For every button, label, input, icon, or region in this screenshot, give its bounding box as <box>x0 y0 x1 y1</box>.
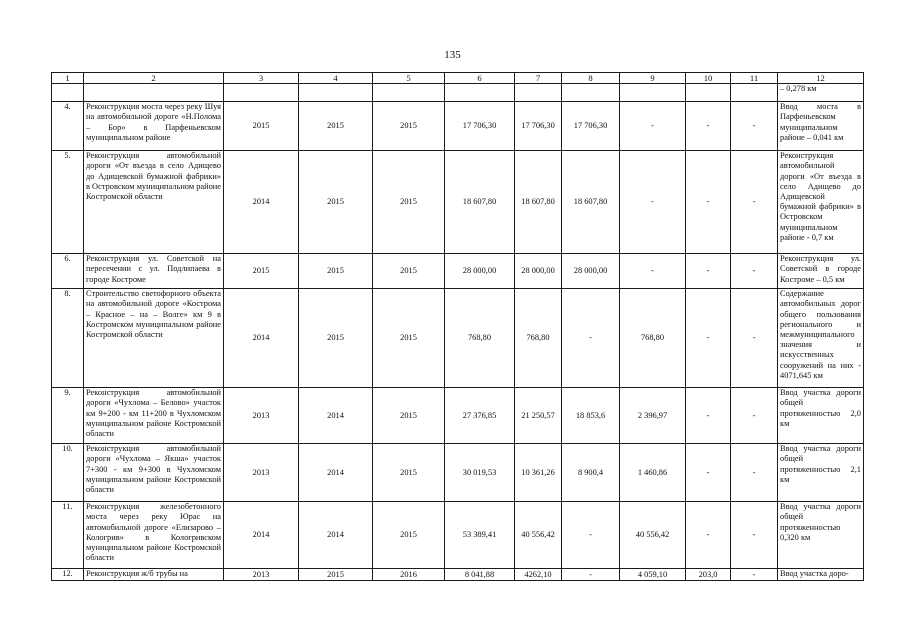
column-header: 1 <box>52 73 84 84</box>
amount-col-11 <box>731 84 778 102</box>
amount-col-7 <box>515 84 562 102</box>
year-col-5: 2016 <box>373 569 445 581</box>
amount-col-9: - <box>620 102 686 151</box>
column-header: 12 <box>778 73 864 84</box>
amount-col-9 <box>620 84 686 102</box>
amount-col-7: 18 607,80 <box>515 151 562 254</box>
year-col-5 <box>373 84 445 102</box>
total-cost: 53 389,41 <box>445 502 515 569</box>
amount-col-7: 10 361,26 <box>515 444 562 502</box>
amount-col-7: 768,80 <box>515 289 562 388</box>
start-year: 2015 <box>224 254 299 289</box>
amount-col-8: 8 900,4 <box>562 444 620 502</box>
amount-col-9: - <box>620 254 686 289</box>
year-col-4: 2014 <box>299 388 373 444</box>
project-description: Реконструкция автомобильной дороги «Чухлома – Белово» участок км 9+200 - км 11+200 в Чухломском муниципальном районе Костромской области <box>84 388 224 444</box>
amount-col-10: - <box>686 502 731 569</box>
project-description: Строительство светофорного объекта на автомобильной дороге «Кострома – Красное – на – Волге» км 9 в Костромском муниципальном районе Костромской области <box>84 289 224 388</box>
year-col-5: 2015 <box>373 444 445 502</box>
table-row <box>52 254 864 289</box>
start-year <box>224 84 299 102</box>
amount-col-10: - <box>686 254 731 289</box>
expected-result: Ввод участка доро- <box>778 569 864 581</box>
amount-col-10 <box>686 84 731 102</box>
expected-result: Ввод моста в Парфеньевском муниципальном районе – 0,041 км <box>778 102 864 151</box>
total-cost: 8 041,88 <box>445 569 515 581</box>
year-col-4: 2015 <box>299 151 373 254</box>
project-description: Реконструкция автомобильной дороги «От въезда в село Адищево до Адищевской бумажной фабрики» в Островском муниципальном районе Костромской области <box>84 151 224 254</box>
year-col-5: 2015 <box>373 254 445 289</box>
start-year: 2013 <box>224 388 299 444</box>
year-col-5: 2015 <box>373 151 445 254</box>
start-year: 2013 <box>224 444 299 502</box>
amount-col-11: - <box>731 254 778 289</box>
amount-col-10: 203,0 <box>686 569 731 581</box>
amount-col-11: - <box>731 569 778 581</box>
expected-result: Ввод участка дороги общей протяженностью 2,0 км <box>778 388 864 444</box>
row-number: 11. <box>52 502 84 569</box>
start-year: 2014 <box>224 502 299 569</box>
year-col-4: 2014 <box>299 444 373 502</box>
year-col-4: 2015 <box>299 102 373 151</box>
row-number: 6. <box>52 254 84 289</box>
row-number: 8. <box>52 289 84 388</box>
amount-col-9: 768,80 <box>620 289 686 388</box>
column-header: 5 <box>373 73 445 84</box>
amount-col-11: - <box>731 388 778 444</box>
amount-col-10: - <box>686 444 731 502</box>
total-cost <box>445 84 515 102</box>
page-number: 135 <box>444 49 461 61</box>
expected-result: Реконструкция автомобильной дороги «От въезда в село Адищево до Адищевской бумажной фабрики» в Островском муниципальном районе - 0,7 км <box>778 151 864 254</box>
year-col-5: 2015 <box>373 289 445 388</box>
amount-col-11: - <box>731 151 778 254</box>
row-number: 4. <box>52 102 84 151</box>
year-col-4 <box>299 84 373 102</box>
amount-col-11: - <box>731 289 778 388</box>
column-header: 2 <box>84 73 224 84</box>
year-col-4: 2015 <box>299 569 373 581</box>
project-description: Реконструкция ж/б трубы на <box>84 569 224 581</box>
amount-col-11: - <box>731 444 778 502</box>
amount-col-7: 21 250,57 <box>515 388 562 444</box>
start-year: 2013 <box>224 569 299 581</box>
column-header: 3 <box>224 73 299 84</box>
column-header: 9 <box>620 73 686 84</box>
project-description: Реконструкция моста через реку Шуя на автомобильной дороге «Н.Полома – Бор» в Парфеньевском муниципальном районе <box>84 102 224 151</box>
expected-result: Содержание автомобильных дорог общего пользования регионального и межмуниципального значения и искусственных сооружений на них - 4071,645 км <box>778 289 864 388</box>
column-header-row <box>52 73 864 84</box>
amount-col-11: - <box>731 502 778 569</box>
amount-col-8: 28 000,00 <box>562 254 620 289</box>
amount-col-10: - <box>686 388 731 444</box>
column-header: 4 <box>299 73 373 84</box>
amount-col-7: 17 706,30 <box>515 102 562 151</box>
amount-col-8 <box>562 84 620 102</box>
year-col-5: 2015 <box>373 388 445 444</box>
amount-col-8: 18 853,6 <box>562 388 620 444</box>
total-cost: 30 019,53 <box>445 444 515 502</box>
amount-col-7: 4262,10 <box>515 569 562 581</box>
expected-result: Ввод участка дороги общей протяженностью 0,320 км <box>778 502 864 569</box>
row-number: 12. <box>52 569 84 581</box>
amount-col-7: 28 000,00 <box>515 254 562 289</box>
year-col-5: 2015 <box>373 102 445 151</box>
start-year: 2015 <box>224 102 299 151</box>
row-number <box>52 84 84 102</box>
year-col-4: 2015 <box>299 289 373 388</box>
expected-result: Ввод участка дороги общей протяженностью 2,1 км <box>778 444 864 502</box>
amount-col-7: 40 556,42 <box>515 502 562 569</box>
table-row <box>52 102 864 151</box>
total-cost: 768,80 <box>445 289 515 388</box>
table-row <box>52 444 864 502</box>
amount-col-10: - <box>686 289 731 388</box>
project-description: Реконструкция железобетонного моста через реку Юрас на автомобильной дороге «Елизарово – Кологрив» в Кологривском муниципальном районе Костромской области <box>84 502 224 569</box>
table-row <box>52 84 864 102</box>
projects-table <box>51 72 864 581</box>
column-header: 8 <box>562 73 620 84</box>
amount-col-8: - <box>562 502 620 569</box>
amount-col-11: - <box>731 102 778 151</box>
start-year: 2014 <box>224 151 299 254</box>
amount-col-8: - <box>562 289 620 388</box>
total-cost: 17 706,30 <box>445 102 515 151</box>
row-number: 10. <box>52 444 84 502</box>
expected-result: Реконструкция ул. Советской в городе Костроме – 0,5 км <box>778 254 864 289</box>
year-col-5: 2015 <box>373 502 445 569</box>
total-cost: 18 607,80 <box>445 151 515 254</box>
amount-col-9: - <box>620 151 686 254</box>
table-row <box>52 388 864 444</box>
column-header: 10 <box>686 73 731 84</box>
row-number: 5. <box>52 151 84 254</box>
amount-col-8: 18 607,80 <box>562 151 620 254</box>
start-year: 2014 <box>224 289 299 388</box>
table-row <box>52 569 864 581</box>
column-header: 11 <box>731 73 778 84</box>
table-row <box>52 502 864 569</box>
amount-col-9: 40 556,42 <box>620 502 686 569</box>
amount-col-9: 4 059,10 <box>620 569 686 581</box>
amount-col-10: - <box>686 151 731 254</box>
expected-result: – 0,278 км <box>778 84 864 102</box>
row-number: 9. <box>52 388 84 444</box>
amount-col-9: 1 460,86 <box>620 444 686 502</box>
amount-col-9: 2 396,97 <box>620 388 686 444</box>
amount-col-10: - <box>686 102 731 151</box>
year-col-4: 2014 <box>299 502 373 569</box>
amount-col-8: 17 706,30 <box>562 102 620 151</box>
project-description <box>84 84 224 102</box>
project-description: Реконструкция ул. Советской на пересечении с ул. Подлипаева в городе Костроме <box>84 254 224 289</box>
table-row <box>52 151 864 254</box>
total-cost: 27 376,85 <box>445 388 515 444</box>
total-cost: 28 000,00 <box>445 254 515 289</box>
table-row <box>52 289 864 388</box>
column-header: 7 <box>515 73 562 84</box>
amount-col-8: - <box>562 569 620 581</box>
column-header: 6 <box>445 73 515 84</box>
year-col-4: 2015 <box>299 254 373 289</box>
project-description: Реконструкция автомобильной дороги «Чухлома – Якша» участок 7+300 - км 9+300 в Чухломском муниципальном районе Костромской области <box>84 444 224 502</box>
